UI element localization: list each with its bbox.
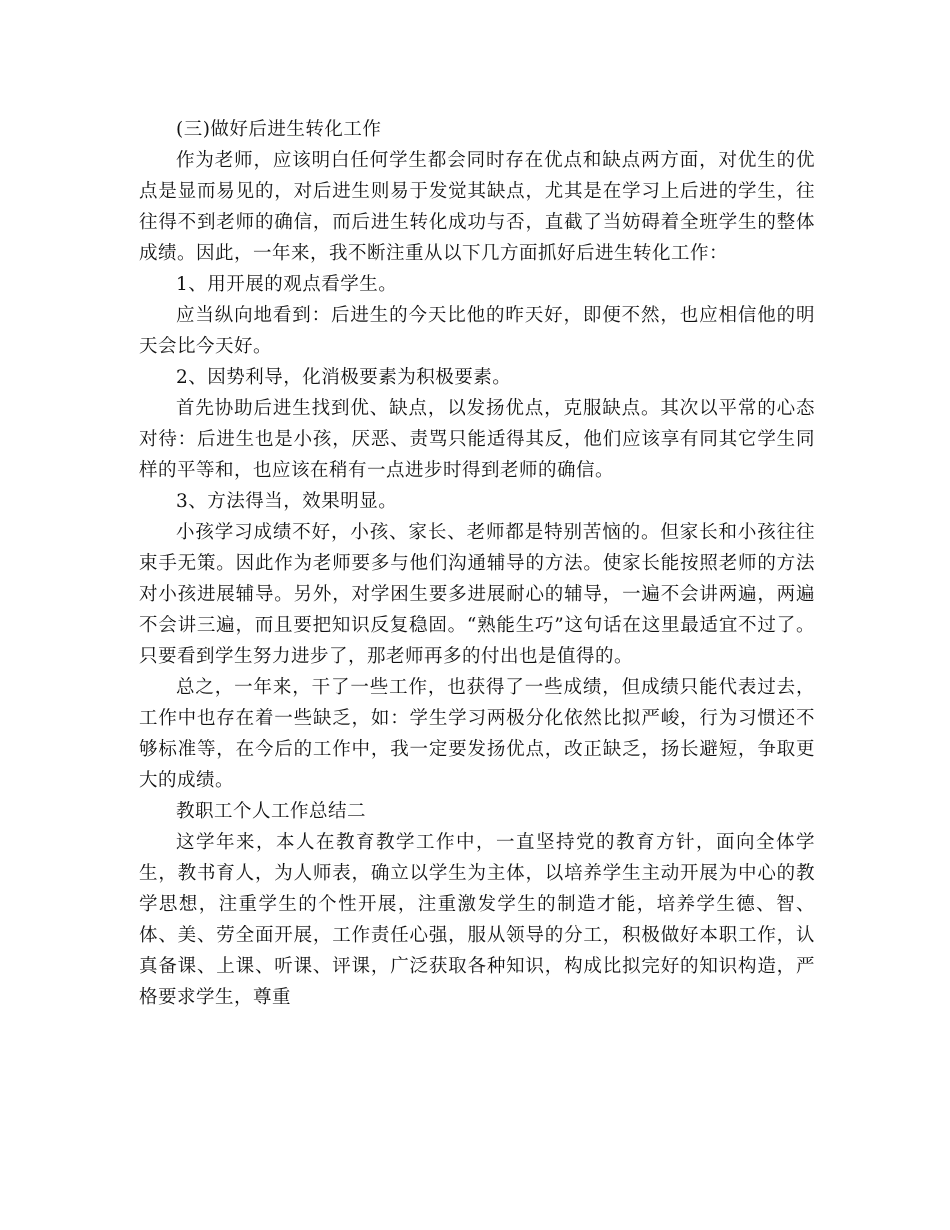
document-body [139,114,815,1013]
paragraph-point-2-detail: 首先协助后进生找到优、缺点，以发扬优点，克服缺点。其次以平常的心态对待：后进生也是小孩，厌恶、责骂只能适得其反，他们应该享有同其它学生同样的平等和，也应该在稍有一点进步时得到老师的确信。 [139,398,815,481]
list-point-1: 1、用开展的观点看学生。 [176,274,398,295]
paragraph-conclusion: 总之，一年来，干了一些工作，也获得了一些成绩，但成绩只能代表过去，工作中也存在着一些缺乏，如：学生学习两极分化依然比拟严峻，行为习惯还不够标准等，在今后的工作中，我一定要发扬优点，改正缺乏，扬长避短，争取更大的成绩。 [139,677,815,791]
list-point-3: 3、方法得当，效果明显。 [176,491,398,512]
paragraph-summary-two-body: 这学年来，本人在教育教学工作中，一直坚持党的教育方针，面向全体学生，教书育人，为人师表，确立以学生为主体，以培养学生主动开展为中心的教学思想，注重学生的个性开展，注重激发学生的制造才能，培养学生德、智、体、美、劳全面开展，工作责任心强，服从领导的分工，积极做好本职工作，认真备课、上课、听课、评课，广泛获取各种知识，构成比拟完好的知识构造，严格要求学生，尊重 [139,832,815,1008]
paragraph-intro: 作为老师，应该明白任何学生都会同时存在优点和缺点两方面，对优生的优点是显而易见的，对后进生则易于发觉其缺点，尤其是在学习上后进的学生，往往得不到老师的确信，而后进生转化成功与否，直截了当妨碍着全班学生的整体成绩。因此，一年来，我不断注重从以下几方面抓好后进生转化工作： [139,150,815,264]
section-heading-summary-two: 教职工个人工作总结二 [176,801,367,822]
paragraph-point-3-detail: 小孩学习成绩不好，小孩、家长、老师都是特别苦恼的。但家长和小孩往往束手无策。因此作为老师要多与他们沟通辅导的方法。使家长能按照老师的方法对小孩进展辅导。另外，对学困生要多进展耐心的辅导，一遍不会讲两遍，两遍不会讲三遍，而且要把知识反复稳固。“熟能生巧”这句话在这里最适宜不过了。只要看到学生努力进步了，那老师再多的付出也是值得的。 [139,522,815,667]
paragraph-point-1-detail: 应当纵向地看到：后进生的今天比他的昨天好，即便不然，也应相信他的明天会比今天好。 [139,305,815,357]
section-heading-underachiever-transformation: (三)做好后进生转化工作 [176,119,382,140]
list-point-2: 2、因势利导，化消极要素为积极要素。 [176,367,512,388]
